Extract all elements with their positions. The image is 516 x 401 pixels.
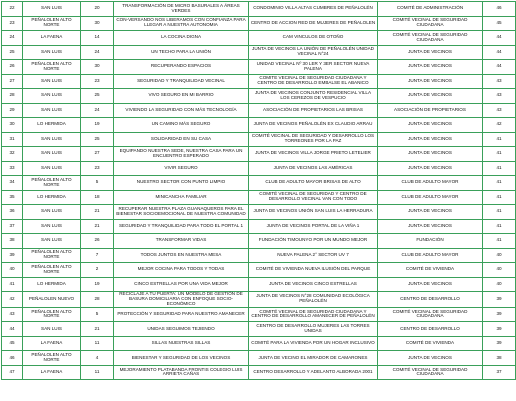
unidad-vecinal-cell: 11	[81, 365, 114, 380]
project-name-cell: CON-VERSANDO NOS LIBERAMOS CON CONFIANZA PARA LLEGAR A NUESTRA AUTONOMIA	[114, 16, 249, 31]
unidad-vecinal-cell: 25	[81, 132, 114, 147]
project-name-cell: LA COCINA DIGNA	[114, 31, 249, 46]
score-cell: 44	[483, 60, 516, 75]
unidad-vecinal-cell: 24	[81, 45, 114, 60]
score-cell: 41	[483, 147, 516, 162]
table-row	[2, 60, 516, 75]
score-cell: 42	[483, 118, 516, 133]
sector-cell: LA FAENA	[23, 31, 81, 46]
table-row	[2, 248, 516, 263]
organization-cell: CAM VINCULOS DE OTOÑO	[249, 31, 378, 46]
row-number-cell: 39	[2, 248, 23, 263]
sector-cell: PEÑALOLEN ALTO NORTE	[23, 176, 81, 191]
project-name-cell: EQUIPANDO NUESTRA SEDE, NUESTRA CASA PARA UN ENCUENTRO ESPERADO	[114, 147, 249, 162]
score-cell: 46	[483, 2, 516, 17]
row-number-cell: 25	[2, 45, 23, 60]
organization-type-cell: COMITÉ DE ADMINISTRACIÓN	[378, 2, 483, 17]
sector-cell: PEÑALOLEN ALTO NORTE	[23, 351, 81, 366]
organization-type-cell: CENTRO DE DESARROLLO	[378, 292, 483, 308]
sector-cell: PEÑALOLEN ALTO NORTE	[23, 248, 81, 263]
unidad-vecinal-cell: 30	[81, 60, 114, 75]
score-cell: 44	[483, 45, 516, 60]
organization-cell: JUNTA DE VECINOS CONJUNTO RESIDENCIAL VILLA LOS CEREZOS DE VESPUCIO	[249, 89, 378, 104]
sector-cell: LA FAENA	[23, 365, 81, 380]
organization-type-cell: JUNTA DE VECINOS	[378, 161, 483, 176]
sector-cell: LO HERMIDA	[23, 190, 81, 205]
organization-cell: NUEVA PALENA 2° SECTOR UV 7	[249, 248, 378, 263]
sector-cell: PEÑALOLEN ALTO NORTE	[23, 263, 81, 278]
table-row	[2, 351, 516, 366]
unidad-vecinal-cell: 11	[81, 336, 114, 351]
project-name-cell: SILLAS NUESTRAS SILLAS	[114, 336, 249, 351]
row-number-cell: 27	[2, 74, 23, 89]
organization-type-cell: JUNTA DE VECINOS	[378, 74, 483, 89]
sector-cell: PEÑALOLEN ALTO NORTE	[23, 307, 81, 322]
unidad-vecinal-cell: 26	[81, 234, 114, 249]
row-number-cell: 37	[2, 219, 23, 234]
unidad-vecinal-cell: 21	[81, 205, 114, 220]
score-cell: 40	[483, 277, 516, 292]
row-number-cell: 43	[2, 307, 23, 322]
organization-type-cell: FUNDACIÓN	[378, 234, 483, 249]
score-cell: 43	[483, 103, 516, 118]
table-row	[2, 161, 516, 176]
organization-cell: JUNTA DE VECINOS UNIÓN SAN LUIS LA HERRADURA	[249, 205, 378, 220]
table-row	[2, 16, 516, 31]
project-name-cell: CINCO ESTRELLAS POR UNA VIDA MEJOR	[114, 277, 249, 292]
score-cell: 39	[483, 292, 516, 308]
unidad-vecinal-cell: 18	[81, 190, 114, 205]
table-row	[2, 147, 516, 162]
row-number-cell: 42	[2, 292, 23, 308]
row-number-cell: 46	[2, 351, 23, 366]
score-cell: 41	[483, 176, 516, 191]
project-name-cell: MEJOR COCINA PARA TODOS Y TODAS	[114, 263, 249, 278]
organization-cell: COMITÉ VECINAL DE SEGURIDAD Y DESARROLLO LOS TORREONES POR LA PAZ	[249, 132, 378, 147]
unidad-vecinal-cell: 19	[81, 118, 114, 133]
project-name-cell: PROTECCIÓN Y SEGURIDAD PARA NUESTRO AMANECER	[114, 307, 249, 322]
organization-cell: CENTRO DE ACCION RED DE MUJERES DE PEÑALOLEN	[249, 16, 378, 31]
project-name-cell: TRANSFORMACIÓN DE MICRO BASURALES A ÁREAS VERDES	[114, 2, 249, 17]
unidad-vecinal-cell: 21	[81, 219, 114, 234]
sector-cell: PEÑALOLEN NUEVO	[23, 292, 81, 308]
score-cell: 40	[483, 263, 516, 278]
unidad-vecinal-cell: 19	[81, 277, 114, 292]
sector-cell: SAN LUIS	[23, 74, 81, 89]
organization-type-cell: COMITÉ DE VIVIENDA	[378, 263, 483, 278]
row-number-cell: 38	[2, 234, 23, 249]
organization-cell: CENTRO DE DESARROLLO MUJERES LAS TORRES UNIDAS	[249, 322, 378, 337]
organization-type-cell: JUNTA DE VECINOS	[378, 89, 483, 104]
organization-cell: COMITÉ VECINAL DE SEGURIDAD CIUDADANA Y CENTRO DE DESARROLLO AMANECER DE PEÑALOLÉN	[249, 307, 378, 322]
row-number-cell: 33	[2, 161, 23, 176]
organization-type-cell: JUNTA DE VECINOS	[378, 132, 483, 147]
row-number-cell: 41	[2, 277, 23, 292]
row-number-cell: 40	[2, 263, 23, 278]
row-number-cell: 22	[2, 2, 23, 17]
project-name-cell: MINICANCHA FAMILIAR	[114, 190, 249, 205]
project-name-cell: NUESTRO SECTOR CON PUNTO LIMPIO	[114, 176, 249, 191]
row-number-cell: 44	[2, 322, 23, 337]
sector-cell: SAN LUIS	[23, 234, 81, 249]
organization-cell: JUNTA DE VECINOS LAS AMÉRICAS	[249, 161, 378, 176]
organization-cell: JUNTA DE VECINO EL MIRADOR DE CAMARONES	[249, 351, 378, 366]
unidad-vecinal-cell: 24	[81, 103, 114, 118]
organization-cell: CENTRO DESARROLLO Y ADELANTO ALBORADA 2001	[249, 365, 378, 380]
table-row	[2, 292, 516, 308]
organization-type-cell: JUNTA DE VECINOS	[378, 351, 483, 366]
organization-type-cell: JUNTA DE VECINOS	[378, 147, 483, 162]
organization-type-cell: JUNTA DE VECINOS	[378, 118, 483, 133]
sector-cell: SAN LUIS	[23, 89, 81, 104]
row-number-cell: 32	[2, 147, 23, 162]
unidad-vecinal-cell: 30	[81, 16, 114, 31]
score-cell: 44	[483, 31, 516, 46]
organization-type-cell: CLUB DE ADULTO MAYOR	[378, 248, 483, 263]
row-number-cell: 36	[2, 205, 23, 220]
organization-cell: COMITÉ VECINAL DE SEGURIDAD Y CENTRO DE DESARROLLO VECINAL VAN CON TODO	[249, 190, 378, 205]
score-cell: 40	[483, 248, 516, 263]
table-row	[2, 322, 516, 337]
organization-cell: JUNTA DE VECINOS PEÑALOLÉN EX CLAUDIO ARRAU	[249, 118, 378, 133]
unidad-vecinal-cell: 4	[81, 351, 114, 366]
project-name-cell: SOLIDARIDAD EN SU CASA	[114, 132, 249, 147]
score-cell: 39	[483, 307, 516, 322]
organization-cell: COMITÉ PARA LA VIVIENDA POR UN HOGAR INCLUSIVO	[249, 336, 378, 351]
organization-type-cell: JUNTA DE VECINOS	[378, 45, 483, 60]
organization-type-cell: COMITÉ VECINAL DE SEGURIDAD CIUDADANA	[378, 31, 483, 46]
unidad-vecinal-cell: 28	[81, 292, 114, 308]
project-name-cell: BIENESTAR Y SEGURIDAD DE LOS VECINOS	[114, 351, 249, 366]
unidad-vecinal-cell: 2	[81, 263, 114, 278]
row-number-cell: 31	[2, 132, 23, 147]
organization-cell: CLUB DE ADULTO MAYOR BRISAS DE ALTO	[249, 176, 378, 191]
table-row	[2, 234, 516, 249]
organization-cell: ASOCIACIÓN DE PROPIETARIOS LAS BRISAS	[249, 103, 378, 118]
sector-cell: SAN LUIS	[23, 322, 81, 337]
organization-type-cell: JUNTA DE VECINOS	[378, 277, 483, 292]
score-cell: 39	[483, 322, 516, 337]
score-cell: 39	[483, 336, 516, 351]
table-row	[2, 74, 516, 89]
row-number-cell: 24	[2, 31, 23, 46]
organization-type-cell: CLUB DE ADULTO MAYOR	[378, 190, 483, 205]
score-cell: 43	[483, 89, 516, 104]
organization-cell: FUNDACIÓN TIMOUNYO POR UN MUNDO MEJOR	[249, 234, 378, 249]
table-row	[2, 89, 516, 104]
table-row	[2, 336, 516, 351]
sector-cell: SAN LUIS	[23, 2, 81, 17]
row-number-cell: 47	[2, 365, 23, 380]
organization-type-cell: JUNTA DE VECINOS	[378, 205, 483, 220]
unidad-vecinal-cell: 23	[81, 74, 114, 89]
table-row	[2, 118, 516, 133]
table-row	[2, 45, 516, 60]
score-cell: 41	[483, 234, 516, 249]
table-row	[2, 263, 516, 278]
score-cell: 37	[483, 365, 516, 380]
project-name-cell: RECUPERANDO ESPACIOS	[114, 60, 249, 75]
project-name-cell: MEJORAMIENTO PLATABANDA FRONTIS COLEGIO LUIS ARRIETA CAÑAS	[114, 365, 249, 380]
project-name-cell: TRANSFORMAR VIDAS	[114, 234, 249, 249]
table-row	[2, 132, 516, 147]
project-name-cell: UN TECHO PARA LA UNIÓN	[114, 45, 249, 60]
unidad-vecinal-cell: 21	[81, 322, 114, 337]
table-row	[2, 365, 516, 380]
sector-cell: SAN LUIS	[23, 161, 81, 176]
sector-cell: SAN LUIS	[23, 132, 81, 147]
sector-cell: SAN LUIS	[23, 205, 81, 220]
organization-cell: JUNTA DE VECINOS PORTAL DE LA VIÑA 1	[249, 219, 378, 234]
table-row	[2, 2, 516, 17]
table-row	[2, 31, 516, 46]
row-number-cell: 35	[2, 190, 23, 205]
project-name-cell: SEGURIDAD Y TRANQUILIDAD VECINAL	[114, 74, 249, 89]
organization-cell: JUNTA DE VECINOS LA UNIÓN DE PEÑALOLÉN UNIDAD VECINAL N°24	[249, 45, 378, 60]
organization-cell: UNIDAD VECINAL Nº 30 LER Y 3ER SECTOR NUEVA PALENA	[249, 60, 378, 75]
unidad-vecinal-cell: 5	[81, 176, 114, 191]
score-cell: 41	[483, 190, 516, 205]
sector-cell: PEÑALOLEN ALTO NORTE	[23, 60, 81, 75]
score-cell: 41	[483, 161, 516, 176]
project-name-cell: VIVO SEGURO EN MI BARRIO	[114, 89, 249, 104]
organization-cell: COMITÉ DE VIVIENDA NUEVA ILUSIÓN DEL PARQUE	[249, 263, 378, 278]
organization-type-cell: COMITÉ VECINAL DE SEGURIDAD CIUDADANA	[378, 307, 483, 322]
row-number-cell: 29	[2, 103, 23, 118]
sector-cell: SAN LUIS	[23, 147, 81, 162]
row-number-cell: 23	[2, 16, 23, 31]
project-name-cell: VIVIR SEGURO	[114, 161, 249, 176]
score-cell: 41	[483, 132, 516, 147]
organization-cell: JUNTA DE VECINOS VILLA JORGE PRIETO LETELIER	[249, 147, 378, 162]
organization-type-cell: COMITÉ VECINAL DE SEGURIDAD CIUDADANA	[378, 16, 483, 31]
sector-cell: LO HERMIDA	[23, 118, 81, 133]
sector-cell: SAN LUIS	[23, 103, 81, 118]
organization-type-cell: JUNTA DE VECINOS	[378, 60, 483, 75]
table-row	[2, 176, 516, 191]
table-body	[2, 2, 516, 380]
sector-cell: SAN LUIS	[23, 219, 81, 234]
unidad-vecinal-cell: 14	[81, 31, 114, 46]
organization-cell: CONDOMINIO VILLA ALTAS CUMBRES DE PEÑALOLÉN	[249, 2, 378, 17]
table-row	[2, 190, 516, 205]
score-cell: 41	[483, 219, 516, 234]
project-name-cell: SEGURIDAD Y TRANQUILIDAD PARA TODO EL PORTAL 1	[114, 219, 249, 234]
unidad-vecinal-cell: 5	[81, 307, 114, 322]
project-name-cell: UNIDAS SEGUIMOS TEJIENDO	[114, 322, 249, 337]
organization-type-cell: COMITÉ DE VIVIENDA	[378, 336, 483, 351]
organization-type-cell: ASOCIACIÓN DE PROPIETARIOS	[378, 103, 483, 118]
row-number-cell: 45	[2, 336, 23, 351]
table-row	[2, 277, 516, 292]
results-table	[1, 1, 516, 380]
score-cell: 43	[483, 74, 516, 89]
project-name-cell: VIVIENDO LA SEGURIDAD CON MÁS TECNOLOGÍA	[114, 103, 249, 118]
unidad-vecinal-cell: 25	[81, 89, 114, 104]
score-cell: 41	[483, 205, 516, 220]
organization-type-cell: CENTRO DE DESARROLLO	[378, 322, 483, 337]
unidad-vecinal-cell: 27	[81, 147, 114, 162]
project-name-cell: RECICLAJE A TU PUERTA: UN MODELO DE GESTIÓN DE BASURA DOMICILIARIA CON ENFOQUE SOCIO-ECONÓMICO	[114, 292, 249, 308]
score-cell: 38	[483, 351, 516, 366]
sector-cell: LO HERMIDA	[23, 277, 81, 292]
sector-cell: LA FAENA	[23, 336, 81, 351]
sector-cell: PEÑALOLEN ALTO NORTE	[23, 16, 81, 31]
organization-type-cell: COMITÉ VECINAL DE SEGURIDAD CIUDADANA	[378, 365, 483, 380]
table-row	[2, 219, 516, 234]
row-number-cell: 30	[2, 118, 23, 133]
organization-cell: JUNTA DE VECINOS N°28 COMUNIDAD ECOLÓGICA PEÑALOLÉN	[249, 292, 378, 308]
sector-cell: SAN LUIS	[23, 45, 81, 60]
project-name-cell: RECUPERAR NUESTRA PLAZA GUANAQUEROS PARA EL BIENESTAR SOCIOEMOCIONAL DE NUESTRA COMUNIDAD	[114, 205, 249, 220]
score-cell: 45	[483, 16, 516, 31]
project-name-cell: UN CAMINO MÁS SEGURO	[114, 118, 249, 133]
organization-cell: COMITE VECINAL DE SEGURIDAD CIUDADANA Y CENTRO DE DESARROLLO EMBALSE EL ABANICO	[249, 74, 378, 89]
row-number-cell: 28	[2, 89, 23, 104]
table-row	[2, 205, 516, 220]
row-number-cell: 26	[2, 60, 23, 75]
unidad-vecinal-cell: 7	[81, 248, 114, 263]
table-row	[2, 307, 516, 322]
organization-type-cell: JUNTA DE VECINOS	[378, 219, 483, 234]
organization-type-cell: CLUB DE ADULTO MAYOR	[378, 176, 483, 191]
project-name-cell: TODOS JUNTOS EN NUESTRA MESA	[114, 248, 249, 263]
organization-cell: JUNTA DE VECINOS CINCO ESTRELLAS	[249, 277, 378, 292]
row-number-cell: 34	[2, 176, 23, 191]
table-row	[2, 103, 516, 118]
unidad-vecinal-cell: 23	[81, 161, 114, 176]
unidad-vecinal-cell: 20	[81, 2, 114, 17]
